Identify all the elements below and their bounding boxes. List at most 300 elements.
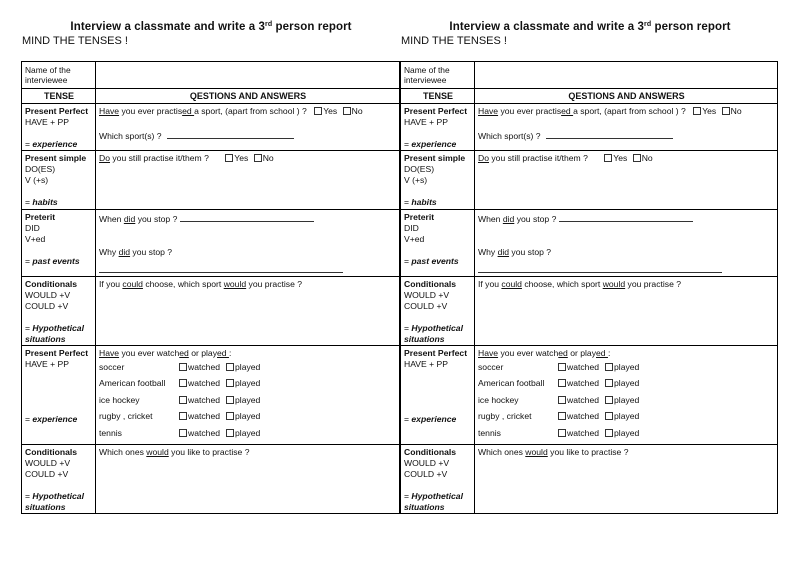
tense-name: Present simple	[25, 153, 87, 163]
question-practised-sport	[99, 106, 397, 117]
watched-label: watched	[567, 361, 600, 372]
name-label: Name of the interviewee	[22, 62, 96, 89]
checkbox-no[interactable]	[254, 154, 262, 162]
question-which-sports	[478, 129, 775, 142]
keyword-ed: ed	[217, 348, 229, 358]
title-superscript: rd	[644, 21, 652, 28]
tense-formula: COULD +V	[404, 469, 448, 479]
question-which-sport-would	[478, 279, 775, 290]
equals-sign: =	[25, 197, 33, 207]
table-row-preterit	[22, 210, 400, 277]
sport-row	[99, 376, 397, 393]
table-row-preterit	[401, 210, 778, 277]
watched-label: watched	[567, 427, 600, 438]
tense-formula: WOULD +V	[404, 458, 450, 468]
watched-label: watched	[567, 394, 600, 405]
name-row	[401, 62, 778, 89]
question-text: choose, which sport	[142, 279, 224, 289]
sport-row	[478, 425, 775, 442]
question-text: you ever practis	[498, 106, 562, 116]
sport-row	[478, 409, 775, 426]
question-text: you ever watch	[119, 348, 180, 358]
tense-cell	[401, 151, 475, 210]
equals-sign: =	[25, 256, 33, 266]
played-option[interactable]	[605, 395, 639, 406]
checkbox-watched[interactable]	[558, 429, 566, 437]
watched-option[interactable]	[558, 378, 599, 389]
watched-option[interactable]	[179, 395, 220, 406]
checkbox-no[interactable]	[722, 107, 730, 115]
keyword-did: did	[502, 214, 515, 224]
keyword-would: would	[525, 447, 548, 457]
question-still-practise	[478, 153, 775, 164]
sport-row	[99, 425, 397, 442]
question-text: When	[99, 214, 124, 224]
checkbox-watched[interactable]	[558, 363, 566, 371]
sport-row	[478, 392, 775, 409]
tense-name: Preterit	[404, 212, 435, 222]
usage-text: past events	[411, 256, 459, 266]
keyword-could: could	[122, 279, 143, 289]
table-row-conditionals	[22, 277, 400, 346]
header-tense: TENSE	[401, 89, 475, 104]
tense-formula: WOULD +V	[404, 290, 450, 300]
keyword-did: did	[118, 247, 131, 257]
played-label: played	[235, 411, 261, 422]
played-option[interactable]	[605, 428, 639, 439]
table-row-present-perfect	[401, 104, 778, 151]
sport-name: tennis	[478, 427, 501, 438]
yes-option[interactable]	[314, 106, 337, 116]
usage-text: experience	[411, 414, 457, 424]
keyword-would: would	[146, 447, 169, 457]
table-row-conditionals-2	[401, 445, 778, 514]
checkbox-played[interactable]	[226, 412, 234, 420]
watched-label: watched	[188, 427, 221, 438]
question-text: you stop ?	[514, 214, 557, 224]
no-label: No	[262, 153, 274, 163]
equals-sign: =	[25, 414, 33, 424]
yes-label: Yes	[234, 153, 249, 163]
question-watched-played	[99, 348, 397, 359]
sport-name: rugby , cricket	[478, 411, 532, 422]
question-text: Why	[99, 247, 119, 257]
worksheet-title	[400, 21, 780, 33]
tense-usage	[404, 414, 472, 425]
question-cell	[475, 277, 778, 346]
sport-list	[99, 359, 397, 442]
interview-table	[21, 61, 400, 514]
usage-text: experience	[32, 414, 78, 424]
tense-formula: DID	[25, 223, 40, 233]
played-option[interactable]	[605, 362, 639, 373]
usage-text: experience	[32, 139, 78, 149]
tense-formula: HAVE + PP	[25, 359, 70, 369]
question-cell	[96, 346, 400, 445]
sport-row	[99, 359, 397, 376]
equals-sign: =	[404, 491, 412, 501]
usage-text: Hypothetical situations	[404, 323, 463, 344]
question-cell	[96, 445, 400, 514]
tense-formula: V+ed	[404, 234, 425, 244]
question-which-sport-would	[99, 279, 397, 290]
keyword-ed: ed	[558, 348, 568, 358]
tense-name: Present Perfect	[25, 348, 89, 358]
question-text: you like to practise ?	[547, 447, 629, 457]
tense-cell	[401, 346, 475, 445]
checkbox-played[interactable]	[605, 396, 613, 404]
no-label: No	[351, 106, 363, 116]
played-label: played	[614, 394, 640, 405]
checkbox-yes[interactable]	[225, 154, 233, 162]
question-cell	[96, 277, 400, 346]
worksheet-subtitle: MIND THE TENSES !	[401, 35, 507, 47]
question-when-stop	[478, 212, 775, 225]
yes-label: Yes	[323, 106, 338, 116]
header-row	[401, 89, 778, 104]
question-text: or play	[567, 348, 596, 358]
tense-name: Present Perfect	[404, 106, 468, 116]
equals-sign: =	[404, 139, 412, 149]
tense-formula: HAVE + PP	[404, 359, 449, 369]
watched-option[interactable]	[179, 428, 220, 439]
title-text: Interview a classmate and write a 3	[70, 21, 266, 33]
sport-list	[478, 359, 775, 442]
checkbox-watched[interactable]	[179, 396, 187, 404]
tense-formula: HAVE + PP	[404, 117, 449, 127]
tense-usage	[404, 139, 472, 150]
name-label: Name of the interviewee	[401, 62, 475, 89]
tense-formula: DID	[404, 223, 419, 233]
question-text: you ever practis	[119, 106, 183, 116]
tense-cell	[22, 210, 96, 277]
tense-usage	[25, 491, 93, 513]
equals-sign: =	[404, 323, 412, 333]
yes-option[interactable]	[604, 153, 627, 163]
played-label: played	[235, 361, 261, 372]
question-cell	[96, 210, 400, 277]
checkbox-yes[interactable]	[314, 107, 322, 115]
tense-cell	[22, 277, 96, 346]
checkbox-watched[interactable]	[558, 379, 566, 387]
played-label: played	[614, 361, 640, 372]
watched-option[interactable]	[179, 411, 220, 422]
played-label: played	[614, 427, 640, 438]
checkbox-played[interactable]	[605, 412, 613, 420]
keyword-ed: ed	[182, 106, 195, 116]
tense-cell	[401, 210, 475, 277]
tense-formula: V (+s)	[404, 175, 428, 185]
keyword-would: would	[223, 279, 247, 289]
sport-row	[99, 409, 397, 426]
question-which-ones-would	[99, 447, 397, 458]
played-option[interactable]	[226, 411, 260, 422]
checkbox-yes[interactable]	[693, 107, 701, 115]
question-cell	[475, 210, 778, 277]
sport-row	[99, 392, 397, 409]
checkbox-played[interactable]	[226, 379, 234, 387]
answer-line[interactable]	[546, 129, 673, 139]
question-text: you like to practise ?	[168, 447, 250, 457]
tense-cell	[22, 346, 96, 445]
watched-label: watched	[567, 411, 600, 422]
question-text: you still practise it/them ?	[489, 153, 588, 163]
equals-sign: =	[404, 256, 412, 266]
watched-label: watched	[188, 394, 221, 405]
question-which-ones-would	[478, 447, 775, 458]
interview-table	[400, 61, 778, 514]
question-why-stop	[99, 247, 397, 258]
table-row-present-perfect-sports	[401, 346, 778, 445]
keyword-ed: ed	[596, 348, 608, 358]
tense-usage	[404, 491, 472, 513]
title-text-end: person report	[272, 21, 352, 33]
tense-formula: V (+s)	[25, 175, 49, 185]
watched-label: watched	[188, 361, 221, 372]
sport-name: American football	[478, 378, 545, 389]
tense-usage	[25, 414, 93, 425]
keyword-have: Have	[99, 106, 120, 116]
question-text: you stop ?	[509, 247, 552, 257]
usage-text: past events	[32, 256, 80, 266]
played-option[interactable]	[226, 428, 260, 439]
tense-formula: DO(ES)	[404, 164, 435, 174]
question-cell	[475, 104, 778, 151]
tense-formula: COULD +V	[25, 301, 69, 311]
header-tense: TENSE	[22, 89, 96, 104]
question-text: Which ones	[478, 447, 526, 457]
checkbox-played[interactable]	[605, 429, 613, 437]
tense-formula: DO(ES)	[25, 164, 56, 174]
question-watched-played	[478, 348, 775, 359]
tense-formula: WOULD +V	[25, 290, 71, 300]
question-cell	[475, 445, 778, 514]
tense-formula: V+ed	[25, 234, 46, 244]
checkbox-played[interactable]	[605, 379, 613, 387]
question-text: :	[607, 348, 611, 358]
tense-name: Present Perfect	[25, 106, 89, 116]
tense-cell	[22, 104, 96, 151]
answer-line[interactable]	[559, 212, 693, 222]
tense-name: Present simple	[404, 153, 466, 163]
tense-name: Conditionals	[25, 447, 78, 457]
checkbox-no[interactable]	[633, 154, 641, 162]
table-row-present-perfect	[22, 104, 400, 151]
played-option[interactable]	[226, 378, 260, 389]
played-label: played	[235, 394, 261, 405]
sport-name: soccer	[478, 361, 504, 372]
question-cell	[96, 151, 400, 210]
sport-name: ice hockey	[478, 394, 519, 405]
question-text: a sport, (apart from school ) ?	[573, 106, 686, 116]
checkbox-watched[interactable]	[179, 429, 187, 437]
question-text: you still practise it/them ?	[110, 153, 209, 163]
watched-label: watched	[567, 378, 600, 389]
sport-name: American football	[99, 378, 166, 389]
question-practised-sport	[478, 106, 775, 117]
question-text: choose, which sport	[521, 279, 603, 289]
table-row-conditionals	[401, 277, 778, 346]
checkbox-no[interactable]	[343, 107, 351, 115]
keyword-have: Have	[478, 348, 499, 358]
yes-label: Yes	[702, 106, 717, 116]
no-label: No	[641, 153, 653, 163]
tense-usage	[25, 256, 93, 267]
played-label: played	[614, 411, 640, 422]
yes-option[interactable]	[225, 153, 248, 163]
checkbox-yes[interactable]	[604, 154, 612, 162]
tense-formula: COULD +V	[404, 301, 448, 311]
table-row-present-simple	[22, 151, 400, 210]
question-text: a sport, (apart from school ) ?	[194, 106, 307, 116]
tense-usage	[25, 197, 93, 208]
checkbox-watched[interactable]	[558, 396, 566, 404]
tense-formula: HAVE + PP	[25, 117, 70, 127]
watched-label: watched	[188, 378, 221, 389]
checkbox-played[interactable]	[605, 363, 613, 371]
interviewee-name-field[interactable]	[96, 62, 400, 89]
keyword-ed: ed	[179, 348, 189, 358]
played-option[interactable]	[226, 362, 260, 373]
tense-usage	[404, 323, 472, 345]
played-label: played	[614, 378, 640, 389]
sport-name: tennis	[99, 427, 122, 438]
no-option[interactable]	[254, 153, 274, 163]
no-label: No	[730, 106, 742, 116]
played-label: played	[235, 378, 261, 389]
checkbox-watched[interactable]	[179, 363, 187, 371]
tense-cell	[22, 151, 96, 210]
table-row-present-perfect-sports	[22, 346, 400, 445]
keyword-do: Do	[99, 153, 110, 163]
header-questions: QESTIONS AND ANSWERS	[475, 89, 778, 104]
checkbox-watched[interactable]	[558, 412, 566, 420]
table-row-present-simple	[401, 151, 778, 210]
watched-option[interactable]	[558, 428, 599, 439]
watched-label: watched	[188, 411, 221, 422]
equals-sign: =	[25, 491, 33, 501]
played-option[interactable]	[226, 395, 260, 406]
tense-usage	[25, 139, 93, 150]
checkbox-watched[interactable]	[179, 379, 187, 387]
header-questions: QESTIONS AND ANSWERS	[96, 89, 400, 104]
yes-option[interactable]	[693, 106, 716, 116]
keyword-did: did	[497, 247, 510, 257]
title-text: Interview a classmate and write a 3	[449, 21, 645, 33]
title-superscript: rd	[265, 21, 273, 28]
keyword-do: Do	[478, 153, 489, 163]
tense-formula: COULD +V	[25, 469, 69, 479]
question-text: you practise ?	[625, 279, 682, 289]
question-text: If you	[478, 279, 502, 289]
question-text: you stop ?	[130, 247, 173, 257]
played-option[interactable]	[605, 411, 639, 422]
question-text: Which sport(s) ?	[99, 131, 162, 141]
played-option[interactable]	[605, 378, 639, 389]
tense-usage	[25, 323, 93, 345]
answer-line[interactable]	[180, 212, 314, 222]
question-cell	[475, 346, 778, 445]
answer-line[interactable]	[99, 263, 343, 273]
keyword-ed: ed	[561, 106, 574, 116]
question-why-stop	[478, 247, 775, 258]
tense-formula: WOULD +V	[25, 458, 71, 468]
header-row	[22, 89, 400, 104]
tense-usage	[404, 256, 472, 267]
question-text: you ever watch	[498, 348, 559, 358]
watched-option[interactable]	[558, 395, 599, 406]
watched-option[interactable]	[558, 411, 599, 422]
question-when-stop	[99, 212, 397, 225]
played-label: played	[235, 427, 261, 438]
name-row	[22, 62, 400, 89]
keyword-did: did	[123, 214, 136, 224]
usage-text: habits	[32, 197, 58, 207]
equals-sign: =	[404, 414, 412, 424]
checkbox-watched[interactable]	[179, 412, 187, 420]
question-text: If you	[99, 279, 123, 289]
usage-text: Hypothetical situations	[25, 491, 84, 512]
tense-name: Conditionals	[404, 447, 457, 457]
title-text-end: person report	[651, 21, 731, 33]
table-row-conditionals-2	[22, 445, 400, 514]
keyword-would: would	[602, 279, 626, 289]
keyword-have: Have	[478, 106, 499, 116]
checkbox-played[interactable]	[226, 363, 234, 371]
question-text: you stop ?	[135, 214, 178, 224]
usage-text: experience	[411, 139, 457, 149]
tense-cell	[22, 445, 96, 514]
no-option[interactable]	[633, 153, 653, 163]
tense-cell	[401, 104, 475, 151]
equals-sign: =	[25, 323, 33, 333]
no-option[interactable]	[343, 106, 363, 116]
tense-cell	[401, 445, 475, 514]
question-text: Which ones	[99, 447, 147, 457]
tense-cell	[401, 277, 475, 346]
usage-text: Hypothetical situations	[404, 491, 463, 512]
worksheet-title	[21, 21, 401, 33]
tense-name: Conditionals	[404, 279, 457, 289]
question-text: or play	[188, 348, 217, 358]
worksheet-subtitle: MIND THE TENSES !	[22, 35, 128, 47]
watched-option[interactable]	[558, 362, 599, 373]
sport-row	[478, 359, 775, 376]
answer-line[interactable]	[478, 263, 722, 273]
usage-text: Hypothetical situations	[25, 323, 84, 344]
tense-name: Preterit	[25, 212, 56, 222]
sport-row	[478, 376, 775, 393]
sport-name: ice hockey	[99, 394, 140, 405]
question-cell	[96, 104, 400, 151]
no-option[interactable]	[722, 106, 742, 116]
interviewee-name-field[interactable]	[475, 62, 778, 89]
keyword-could: could	[501, 279, 522, 289]
equals-sign: =	[404, 197, 412, 207]
question-text: :	[228, 348, 232, 358]
question-cell	[475, 151, 778, 210]
answer-line[interactable]	[167, 129, 294, 139]
checkbox-played[interactable]	[226, 429, 234, 437]
tense-usage	[404, 197, 472, 208]
yes-label: Yes	[613, 153, 628, 163]
question-text: Which sport(s) ?	[478, 131, 541, 141]
checkbox-played[interactable]	[226, 396, 234, 404]
question-text: you practise ?	[246, 279, 303, 289]
sport-name: soccer	[99, 361, 125, 372]
watched-option[interactable]	[179, 378, 220, 389]
watched-option[interactable]	[179, 362, 220, 373]
